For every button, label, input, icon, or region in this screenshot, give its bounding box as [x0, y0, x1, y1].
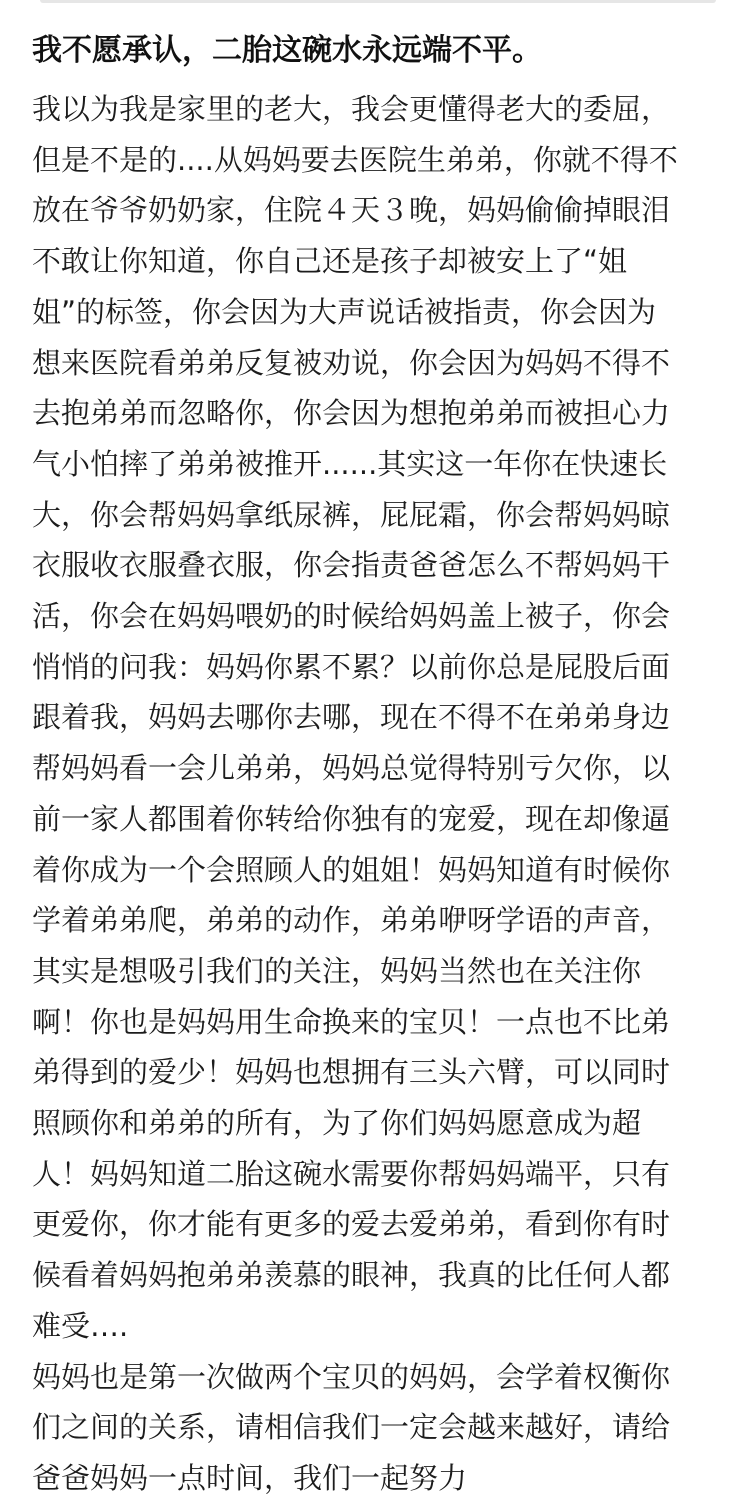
scroll-indicator [40, 0, 716, 3]
article-text-line: 其实是想吸引我们的关注，妈妈当然也在关注你 [32, 953, 642, 988]
article-text-line: 想来医院看弟弟反复被劝说，你会因为妈妈不得不 [32, 345, 671, 380]
article-text-line: 们之间的关系，请相信我们一定会越来越好，请给 [32, 1410, 671, 1445]
article-text-line: 着你成为一个会照顾人的姐姐！妈妈知道有时候你 [32, 852, 671, 887]
article-text-line: 爸爸妈妈一点时间，我们一起努力 [32, 1460, 468, 1495]
article-text-line: 我以为我是家里的老大，我会更懂得老大的委屈， [32, 92, 671, 126]
article-text-line: 难受…. [32, 1308, 129, 1343]
article-text-line: 放在爷爷奶奶家，住院４天３晚，妈妈偷偷掉眼泪 [32, 193, 671, 228]
article-text-line: 更爱你，你才能有更多的爱去爱弟弟，看到你有时 [32, 1207, 671, 1242]
article-text-line: 活，你会在妈妈喂奶的时候给妈妈盖上被子，你会 [32, 599, 671, 634]
article-text-line: 悄悄的问我：妈妈你累不累？以前你总是屁股后面 [32, 649, 671, 684]
article-body [32, 84, 722, 1504]
article [32, 28, 722, 1504]
article-text-line: 衣服收衣服叠衣服，你会指责爸爸怎么不帮妈妈干 [32, 548, 671, 583]
article-text-line: 学着弟弟爬，弟弟的动作，弟弟咿呀学语的声音， [32, 903, 671, 938]
article-text-line: 跟着我，妈妈去哪你去哪，现在不得不在弟弟身边 [32, 700, 671, 735]
article-text-line: 去抱弟弟而忽略你，你会因为想抱弟弟而被担心力 [32, 396, 671, 431]
article-text-line: 帮妈妈看一会儿弟弟，妈妈总觉得特别亏欠你，以 [32, 751, 671, 786]
article-text-line: 照顾你和弟弟的所有，为了你们妈妈愿意成为超 [32, 1106, 642, 1141]
article-text-line: 气小怕摔了弟弟被推开......其实这一年你在快速长 [32, 446, 668, 481]
article-text-line: 啊！你也是妈妈用生命换来的宝贝！一点也不比弟 [32, 1004, 671, 1039]
article-text-line: 姐”的标签，你会因为大声说话被指责，你会因为 [32, 294, 657, 329]
article-title: 我不愿承认，二胎这碗水永远端不平。 [32, 33, 542, 68]
article-text-line: 人！妈妈知道二胎这碗水需要你帮妈妈端平，只有 [32, 1156, 671, 1191]
article-text-line: 但是不是的....从妈妈要去医院生弟弟，你就不得不 [32, 142, 678, 177]
article-text-line: 妈妈也是第一次做两个宝贝的妈妈，会学着权衡你 [32, 1359, 671, 1394]
article-text-line: 不敢让你知道，你自己还是孩子却被安上了“姐 [32, 244, 628, 279]
article-text-line: 大，你会帮妈妈拿纸尿裤，屁屁霜，你会帮妈妈晾 [32, 497, 671, 532]
article-text-line: 候看着妈妈抱弟弟羡慕的眼神，我真的比任何人都 [32, 1258, 671, 1293]
article-text-line: 弟得到的爱少！妈妈也想拥有三头六臂，可以同时 [32, 1055, 671, 1090]
article-text-line: 前一家人都围着你转给你独有的宠爱，现在却像逼 [32, 801, 671, 836]
